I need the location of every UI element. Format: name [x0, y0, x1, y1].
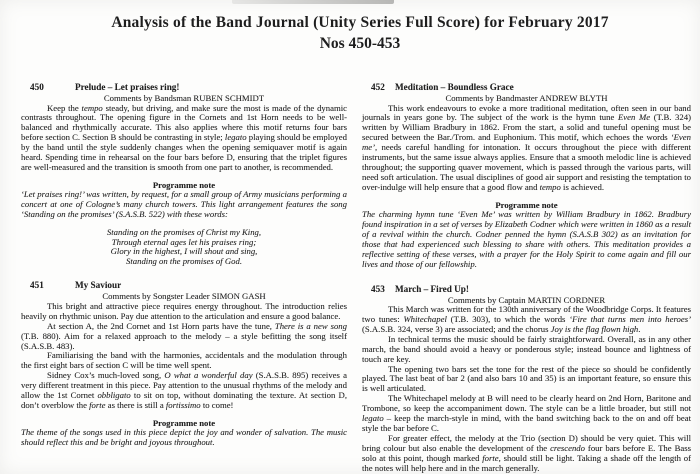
text-run: (T.B. 303), to which the words — [446, 314, 570, 324]
text-run: four bars before E. The Bass solo at this point, though marked — [362, 442, 691, 463]
text-run: The opening two bars set the tone for the rest of the piece so should be confidently played. The last beat of bar 2 (and also bars 10 and 35) is an important feature, so ensure this is well articulated. — [362, 363, 691, 394]
programme-note-paragraph — [21, 428, 347, 448]
text-run: (S.A.S.B. 895) receives a very different treatment in this piece. Pay attention to the unusual rhythms of the melody and allow the 1st Cornet — [21, 370, 347, 401]
section-title: Meditation – Boundless Grace — [395, 82, 514, 92]
programme-note-paragraph — [362, 210, 691, 269]
text-run: The Whitechapel melody at B will need to be clearly heard on 2nd Horn, Baritone and Trombone, so keep the accompaniment down. The style can be a little broader, but still not — [362, 393, 691, 414]
paragraph — [362, 434, 691, 474]
programme-note-paragraph — [21, 190, 347, 220]
section-byline: Comments by Songster Leader SIMON GASH — [102, 291, 266, 302]
paragraph — [21, 371, 347, 411]
section-heading — [21, 82, 347, 93]
section-450 — [21, 82, 347, 266]
text-run: ‘Let praises ring!’ was written, by request, for a small group of Army musicians performing a concert at one of Cologne’s many church towers. This light arrangement features the song ‘Standing on the promises’ (S.A.S.B. 522) with these words: — [21, 189, 347, 220]
paragraph — [362, 104, 691, 193]
text-run: to sit on top, without dominating the texture. At section D, don’t overblow the — [21, 390, 347, 410]
text-run: to come! — [200, 400, 234, 410]
italic-text: forte — [89, 400, 106, 410]
text-run: In technical terms the music should be fairly straightforward. Overall, as in any other march, the band should avoid a heavy or ponderous style; instead bounce and lightness of touch are key. — [362, 333, 691, 364]
verse — [21, 228, 347, 266]
paragraph — [21, 302, 347, 322]
document-title-line1: Analysis of the Band Journal (Unity Series Full Score) for February 2017 — [111, 14, 609, 31]
italic-text: Whitechapel — [403, 314, 447, 324]
section-number: 452 — [371, 82, 385, 92]
text-run: , needs careful handling for intonation. It occurs throughout the piece with different instruments, but the same issue always applies. Ensure that a smooth melodic line is achieved throughout; the supporting quaver movement, which is passed through the various parts, will need soft articulation. The usual disciplines of good air support and resisting the temptation to over-indulge will help ensure that a good flow and — [362, 142, 691, 192]
section-number: 453 — [371, 283, 385, 294]
programme-note-label: Programme note — [495, 199, 558, 210]
text-run: playing should be employed by the band until the style suddenly changes when the opening semiquaver motif is again heard. Spending time in rehearsal on the four bars before D, ensuring that the triplet figures are well-measured and the transition is smooth from one part to another, is recommended. — [21, 132, 348, 172]
document-title-line2: Nos 450-453 — [319, 35, 401, 52]
section-byline: Comments by Captain MARTIN CORDNER — [447, 294, 606, 305]
paragraph — [362, 335, 691, 365]
section-number: 451 — [30, 280, 44, 291]
italic-text: obbligato — [97, 390, 131, 401]
paragraph — [362, 394, 691, 434]
italic-text: There is a new song — [274, 320, 347, 331]
left-column — [21, 82, 347, 448]
text-run: steady, but driving, and make sure the most is made of the dynamic contrasts throughout. The opening figure in the Cornets and 1st Horn needs to be well-balanced and rhythmically accurate. This also applies where this motif returns four bars before section C. Section B should be contrasting in style; — [21, 102, 347, 143]
italic-text: legato — [362, 413, 384, 424]
italic-text: tempo — [539, 181, 561, 192]
text-run: Familiarising the band with the harmonies, accidentals and the modulation through the first eight bars of section C will be time well spent. — [21, 350, 347, 371]
text-run: as there is still a — [105, 400, 166, 410]
text-run: (T.B. 324) written by William Bradbury in 1862. From the start, a solid and tuneful opening must be secured between the Bar./Trom. and Euphonium. This motif, which echoes the words — [362, 112, 691, 143]
italic-text: forte — [482, 452, 499, 463]
italic-text: ‘Fire that turns men into heroes’ — [569, 314, 691, 324]
section-452 — [362, 82, 691, 270]
paragraph — [21, 351, 347, 371]
italic-text: tempo — [81, 102, 103, 113]
section-heading — [21, 280, 347, 291]
paragraph — [21, 104, 347, 173]
text-run: . — [638, 323, 641, 334]
text-run: For greater effect, the melody at the Trio (section D) should be very quiet. This will bring colour but also enable the development of the — [362, 432, 691, 453]
section-byline: Comments by Bandsman RUBEN SCHMIDT — [103, 93, 265, 103]
section-title: Prelude – Let praises ring! — [75, 82, 180, 92]
section-number: 450 — [30, 82, 44, 92]
text-run: (S.A.S.B. 324, verse 3) are associated; and the chorus — [362, 323, 551, 334]
text-run: , should still be light. Taking a shade off the length of the notes will help here and in the march generally. — [362, 452, 691, 473]
section-heading — [362, 82, 691, 93]
text-run: (T.B. 880). Aim for a relaxed approach to the melody – a style befitting the song itself (S.A.S.B. 483). — [21, 330, 347, 351]
paragraph — [21, 322, 347, 352]
text-run: The charming hymn tune ‘Even Me’ was written by William Bradbury in 1862. Bradbury found inspiration in a set of verses by Elizabeth Codner which were written in 1860 as a result of a revival within the church. Codner penned the hymn (S.A.S.B 302) as an invitation for those that had experienced such blessing to share with others. This meditation provides a reflective setting of these verses, with a prayer for the Holy Spirit to come again and fill our lives and those of our fellowship. — [362, 209, 691, 269]
text-run: This bright and attractive piece requires energy throughout. The introduction relies heavily on rhythmic unison. Pay due attention to the articulation and ensure a good balance. — [21, 300, 347, 321]
scan-edge-artifact — [232, 0, 394, 4]
text-run: The theme of the songs used in this piece depict the joy and wonder of salvation. The music should reflect this and be bright and joyous throughout. — [21, 427, 347, 448]
text-run: – keep the march-style in mind, with the band switching back to the on and off beat style the bar before C. — [362, 413, 691, 433]
verse-line: Glory in the highest, I will shout and sing, — [110, 246, 258, 257]
text-run: Sidney Cox’s much-loved song, — [47, 370, 165, 381]
verse-line: Standing on the promises of God. — [126, 255, 242, 266]
section-byline: Comments by Bandmaster ANDREW BLYTH — [445, 93, 608, 103]
section-451 — [21, 280, 347, 448]
text-run: is achieved. — [560, 181, 605, 192]
verse-line: Through eternal ages let his praises ring; — [111, 236, 257, 247]
section-heading — [362, 284, 691, 295]
section-title: March – Fired Up! — [395, 283, 469, 294]
italic-text: legato — [224, 132, 247, 143]
text-run: This March was written for the 130th anniversary of the Woodbridge Corps. It features two tunes: — [362, 304, 691, 324]
italic-text: Even Me — [618, 112, 651, 123]
italic-text: Joy is the flag flown high — [550, 323, 639, 334]
paragraph — [362, 305, 691, 335]
italic-text: fortissimo — [165, 400, 201, 410]
section-453 — [362, 284, 691, 474]
text-run: This work endeavours to evoke a more traditional meditation, often seen in our band journals in years gone by. The subject of the work is the hymn tune — [362, 102, 691, 123]
document-title — [30, 13, 690, 53]
section-title: My Saviour — [75, 280, 122, 291]
italic-text: O what a wonderful day — [164, 370, 253, 381]
italic-text: ‘Even me’ — [362, 132, 691, 153]
paragraph — [362, 365, 691, 395]
italic-text: crescendo — [550, 442, 585, 453]
programme-note-label: Programme note — [152, 179, 216, 190]
text-run: At section A, the 2nd Cornet and 1st Horn parts have the tune, — [47, 320, 275, 331]
text-run: Keep the — [47, 102, 82, 113]
verse-line: Standing on the promises of Christ my King, — [106, 227, 262, 238]
programme-note-label: Programme note — [152, 417, 216, 428]
right-column — [362, 82, 691, 474]
